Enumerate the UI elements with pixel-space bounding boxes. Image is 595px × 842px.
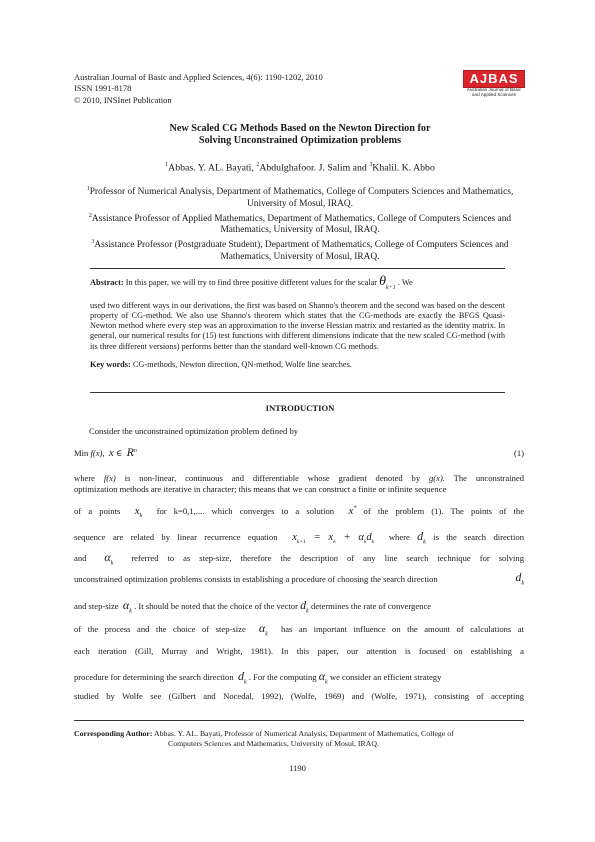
intro-line-6: [74, 570, 524, 587]
author-2: Abdulghafoor. J. Salim and: [259, 162, 370, 174]
affiliation-3-sup: 3: [91, 239, 95, 246]
affiliation-3: [68, 237, 532, 264]
math-dk-1: $d_k$: [417, 529, 426, 546]
intro-line-5: [74, 550, 524, 566]
l1a: where: [74, 473, 95, 483]
intro-line-4: [74, 529, 524, 545]
title-line-1: New Scaled CG Methods Based on the Newton Direction for: [169, 123, 431, 134]
math-recurrence: $x_{k+1} = x_k + \alpha_kd_k$: [292, 532, 375, 546]
page-number: 1190: [289, 763, 306, 773]
eq-min: Min: [74, 448, 89, 458]
author-list: [60, 159, 540, 174]
abstract-top-rule: [90, 268, 505, 269]
section-heading-introduction: INTRODUCTION: [265, 403, 335, 413]
abstract-intro-end: . We: [397, 278, 413, 287]
intro-line-8: [74, 621, 524, 637]
l7a: and step-size: [74, 601, 119, 611]
journal-header: [74, 72, 323, 106]
logo-badge: AJBAS: [463, 70, 525, 88]
l3a: of a points: [74, 506, 121, 516]
l10c: we consider an efficient strategy: [329, 672, 442, 682]
l3b: for k=0,1,.... which converges to a solution: [156, 506, 335, 516]
footer-label: Corresponding Author:: [74, 729, 153, 738]
abstract-intro: In this paper, we will try to find three positive different values for the scalar: [125, 278, 378, 287]
math-alphak-4: $\alpha_k$: [318, 669, 328, 686]
author-1-sup: 1: [165, 162, 169, 168]
affiliation-2-text: Assistance Professor of Applied Mathematics, Department of Mathematics, College of Computers Sciences and Mathematics, University of Mosul, IRAQ.: [91, 213, 512, 236]
l10b: . For the computing: [248, 672, 317, 682]
affiliation-1-sup: 1: [86, 186, 90, 192]
math-alphak-2: $\alpha_k$: [122, 598, 132, 615]
intro-line-3: [74, 505, 524, 519]
math-alphak-3: $\alpha_k$: [258, 621, 268, 638]
l1b: f(x): [103, 473, 116, 483]
eq-x: x: [108, 447, 114, 459]
affiliation-2: [68, 211, 532, 238]
affiliation-3-text: Assistance Professor (Postgraduate Student), Department of Mathematics, College of Computers Sciences and Mathematics, University of Mosul, IRAQ.: [94, 240, 509, 262]
math-xstar: x*: [348, 505, 357, 517]
l5a: and: [74, 553, 87, 563]
theta-symbol: $\theta_{k+1}$: [379, 274, 396, 291]
intro-line-11: studied by Wolfe see (Gilbert and Nocedal, 1992), (Wolfe, 1969) and (Wolfe, 1971), consisting of accepting: [74, 691, 524, 701]
intro-line-1: [74, 473, 524, 483]
intro-paragraph-1: Consider the unconstrained optimization problem defined by: [89, 426, 299, 436]
l7c: determines the rate of convergence: [311, 601, 432, 611]
l7b: . It should be noted that the choice of the vector: [134, 601, 299, 611]
l4c: is the search direction: [433, 532, 524, 542]
abstract-body: used two different ways in our derivations, the first was based on Shanno's theorem and the second was based on the descent property of CG-method. We also use Shanno's theorem which states that the CG-methods are exactly the BFGS Quasi-Newton method where every step was an approximation to the inverse Hessian matrix and restarted as the identity matrix. In general, our numerical results for (15) test functions with different dimensions indicate that the new scaled CG-method (with its three different versions) performs better than the standard well-known CG methods.: [90, 300, 505, 351]
keywords-text: CG-methods, Newton direction, QN-method, Wolfe line searches.: [132, 359, 352, 369]
copyright: © 2010, INSInet Publication: [74, 94, 172, 105]
journal-logo: [463, 70, 525, 98]
keywords-label: Key words:: [90, 359, 131, 369]
l1e: The unconstrained: [453, 473, 525, 483]
footer-rule: [74, 720, 524, 721]
l4a: sequence are related by linear recurrence equation: [74, 532, 278, 542]
footer-text: Abbas. Y. AL. Bayati, Professor of Numerical Analysis, Department of Mathematics, College of: [154, 729, 454, 738]
intro-line-7: [74, 598, 524, 614]
intro-line-9: each iteration (Gill, Murray and Wright, 1981). In this paper, our attention is focused on establishing a: [74, 646, 524, 656]
abstract-bottom-rule: [90, 392, 505, 393]
author-3: Khalil. K. Abbo: [372, 162, 435, 174]
title-line-2: Solving Unconstrained Optimization problems: [198, 135, 402, 147]
abstract-intro-line: [90, 275, 505, 295]
l10a: procedure for determining the search direction: [74, 672, 234, 682]
l5b: referred to as step-size, therefore the description of any line search technique for solving: [131, 553, 525, 563]
eq-n: n: [133, 448, 137, 455]
eq-R: R: [126, 445, 134, 459]
corresponding-author: [74, 729, 524, 749]
l3c: of the problem (1). The points of the: [363, 506, 525, 516]
footer-text-2: Computers Sciences and Mathematics, University of Mosul, IRAQ.: [168, 739, 379, 748]
eq-in: ∈: [115, 448, 123, 458]
l6a: unconstrained optimization problems consists in establishing a procedure of choosing the search direction: [74, 574, 438, 584]
l8a: of the process and the choice of step-size: [74, 624, 246, 634]
intro-line-10: [74, 669, 524, 685]
math-dk-4: $d_k$: [237, 669, 247, 686]
eq-fx: f(x),: [90, 448, 105, 458]
logo-subtitle: Australian Journal of Basic and Applied Sciences: [466, 87, 522, 98]
equation-number: (1): [513, 448, 524, 458]
affiliations: [68, 184, 532, 264]
l1d: g(x).: [428, 473, 445, 483]
l4b: where: [388, 532, 410, 542]
l1c: is non-linear, continuous and differentiable whose gradient denoted by: [124, 473, 421, 483]
intro-line-2: optimization methods are iterative in character; this means that we can construct a finite or infinite sequence: [74, 484, 447, 494]
keywords: [90, 360, 505, 370]
author-3-sup: 3: [369, 162, 373, 168]
equation-1: [74, 445, 524, 460]
math-xk: $x_k$: [134, 505, 143, 520]
math-dk-3: $d_k$: [300, 598, 309, 615]
affiliation-2-sup: 2: [88, 212, 92, 219]
abstract-block: [90, 275, 505, 370]
affiliation-1: [68, 184, 532, 211]
journal-citation: Australian Journal of Basic and Applied Sciences, 4(6): 1190-1202, 2010: [74, 72, 323, 82]
math-dk-2: $d_k$: [515, 570, 524, 587]
affiliation-1-text: Professor of Numerical Analysis, Department of Mathematics, College of Computers Sciences and Mathematics, University of Mosul, IRAQ.: [89, 187, 514, 209]
author-1: Abbas. Y. AL. Bayati,: [168, 162, 257, 174]
l8b: has an important influence on the amount of calculations at: [280, 624, 525, 634]
abstract-label: Abstract:: [90, 278, 124, 287]
author-2-sup: 2: [256, 162, 260, 168]
math-alphak-1: $\alpha_k$: [104, 550, 114, 567]
issn: ISSN 1991-8178: [74, 83, 132, 94]
paper-title: [90, 123, 510, 147]
